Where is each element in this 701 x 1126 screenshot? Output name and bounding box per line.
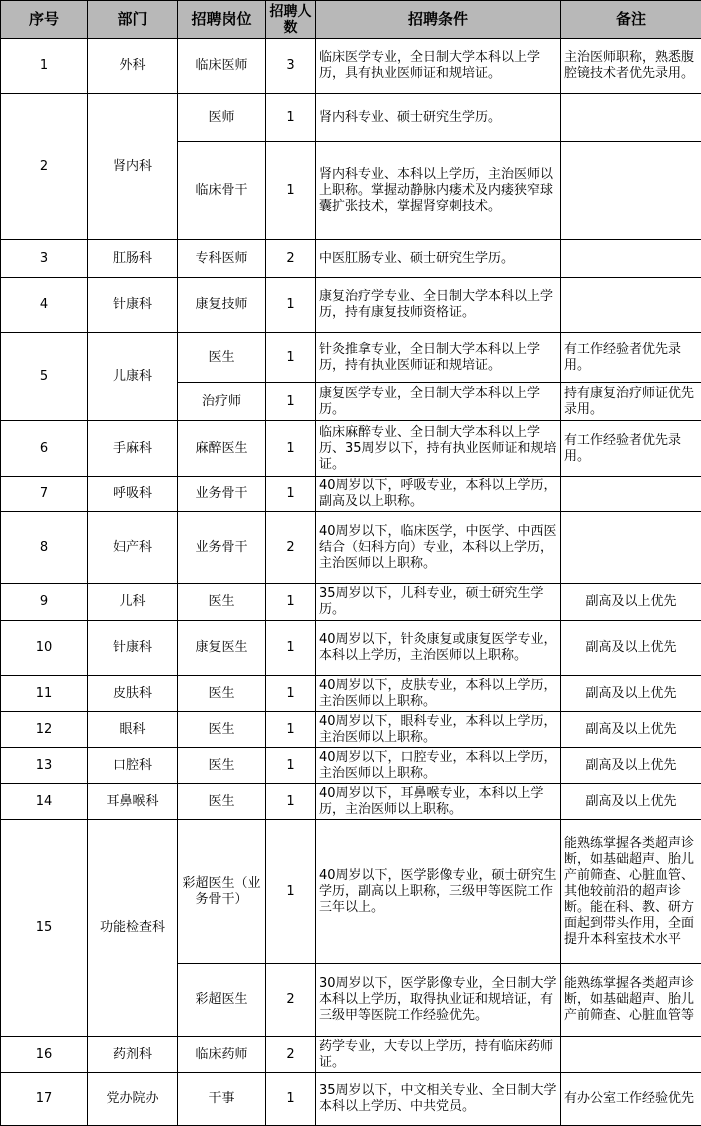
row-no: 10 <box>1 621 88 676</box>
row-conditions: 40周岁以下，医学影像专业，硕士研究生学历，副高以上职称，三级甲等医院工作三年以上。 <box>316 820 561 964</box>
row-conditions: 肾内科专业、硕士研究生学历。 <box>316 94 561 142</box>
row-position: 康复技师 <box>178 278 266 333</box>
table-row <box>1 784 701 820</box>
row-no: 5 <box>1 333 88 421</box>
row-no: 2 <box>1 94 88 240</box>
row-no: 15 <box>1 820 88 1037</box>
table-row <box>1 477 701 512</box>
row-conditions: 35周岁以下，中文相关专业、全日制大学本科以上学历、中共党员。 <box>316 1073 561 1126</box>
row-count: 1 <box>266 676 316 712</box>
row-position: 医生 <box>178 584 266 621</box>
row-count: 2 <box>266 512 316 584</box>
row-notes: 有办公室工作经验优先 <box>561 1073 701 1126</box>
row-conditions: 康复治疗学专业、全日制大学本科以上学历，持有康复技师资格证。 <box>316 278 561 333</box>
row-dept: 手麻科 <box>88 421 178 477</box>
row-no: 16 <box>1 1037 88 1073</box>
row-conditions: 40周岁以下，临床医学，中医学、中西医结合（妇科方向）专业，本科以上学历，主治医师以上职称。 <box>316 512 561 584</box>
row-notes: 副高及以上优先 <box>561 621 701 676</box>
row-count: 3 <box>266 39 316 94</box>
row-notes: 副高及以上优先 <box>561 712 701 748</box>
row-conditions: 40周岁以下，呼吸专业，本科以上学历，副高及以上职称。 <box>316 477 561 512</box>
row-count: 1 <box>266 621 316 676</box>
row-position: 麻醉医生 <box>178 421 266 477</box>
row-position: 治疗师 <box>178 383 266 421</box>
row-no: 6 <box>1 421 88 477</box>
row-no: 13 <box>1 748 88 784</box>
row-position: 医生 <box>178 712 266 748</box>
row-conditions: 临床医学专业，全日制大学本科以上学历，具有执业医师证和规培证。 <box>316 39 561 94</box>
row-count: 2 <box>266 1037 316 1073</box>
table-row <box>1 278 701 333</box>
header-no: 序号 <box>1 1 88 39</box>
row-position: 临床骨干 <box>178 142 266 240</box>
row-conditions: 40周岁以下，皮肤专业，本科以上学历，主治医师以上职称。 <box>316 676 561 712</box>
row-no: 11 <box>1 676 88 712</box>
row-notes <box>561 142 701 240</box>
row-position: 彩超医生（业务骨干） <box>178 820 266 964</box>
row-count: 2 <box>266 964 316 1037</box>
header-row <box>1 1 701 39</box>
row-count: 1 <box>266 383 316 421</box>
row-conditions: 药学专业，大专以上学历，持有临床药师证。 <box>316 1037 561 1073</box>
row-count: 1 <box>266 94 316 142</box>
row-position: 业务骨干 <box>178 477 266 512</box>
row-count: 1 <box>266 278 316 333</box>
row-notes: 副高及以上优先 <box>561 676 701 712</box>
row-position: 医生 <box>178 784 266 820</box>
row-count: 1 <box>266 142 316 240</box>
table-row <box>1 240 701 278</box>
table-row <box>1 333 701 383</box>
row-no: 17 <box>1 1073 88 1126</box>
row-conditions: 针灸推拿专业，全日制大学本科以上学历，持有执业医师证和规培证。 <box>316 333 561 383</box>
row-dept: 皮肤科 <box>88 676 178 712</box>
row-notes: 持有康复治疗师证优先录用。 <box>561 383 701 421</box>
table-row <box>1 712 701 748</box>
row-conditions: 中医肛肠专业、硕士研究生学历。 <box>316 240 561 278</box>
row-conditions: 40周岁以下，口腔专业，本科以上学历，主治医师以上职称。 <box>316 748 561 784</box>
row-position: 临床医师 <box>178 39 266 94</box>
header-conditions: 招聘条件 <box>316 1 561 39</box>
row-no: 7 <box>1 477 88 512</box>
row-position: 专科医师 <box>178 240 266 278</box>
row-dept: 功能检查科 <box>88 820 178 1037</box>
row-position: 医生 <box>178 676 266 712</box>
row-notes: 副高及以上优先 <box>561 584 701 621</box>
row-conditions: 30周岁以下，医学影像专业，全日制大学本科以上学历，取得执业证和规培证，有三级甲等医院工作经验优先。 <box>316 964 561 1037</box>
row-no: 4 <box>1 278 88 333</box>
row-dept: 儿科 <box>88 584 178 621</box>
row-dept: 党办院办 <box>88 1073 178 1126</box>
table-row <box>1 584 701 621</box>
row-dept: 妇产科 <box>88 512 178 584</box>
row-dept: 口腔科 <box>88 748 178 784</box>
row-count: 1 <box>266 421 316 477</box>
table-row <box>1 676 701 712</box>
row-count: 1 <box>266 1073 316 1126</box>
row-notes <box>561 477 701 512</box>
table-row <box>1 512 701 584</box>
row-notes <box>561 94 701 142</box>
header-notes: 备注 <box>561 1 701 39</box>
row-position: 临床药师 <box>178 1037 266 1073</box>
row-position: 业务骨干 <box>178 512 266 584</box>
row-no: 1 <box>1 39 88 94</box>
row-count: 1 <box>266 584 316 621</box>
row-position: 医师 <box>178 94 266 142</box>
row-conditions: 40周岁以下，耳鼻喉专业，本科以上学历，主治医师以上职称。 <box>316 784 561 820</box>
table-row <box>1 1037 701 1073</box>
row-dept: 肛肠科 <box>88 240 178 278</box>
row-position: 干事 <box>178 1073 266 1126</box>
row-notes: 主治医师职称，熟悉腹腔镜技术者优先录用。 <box>561 39 701 94</box>
row-notes <box>561 1037 701 1073</box>
row-count: 1 <box>266 820 316 964</box>
row-dept: 耳鼻喉科 <box>88 784 178 820</box>
row-conditions: 35周岁以下，儿科专业，硕士研究生学历。 <box>316 584 561 621</box>
row-no: 9 <box>1 584 88 621</box>
row-dept: 肾内科 <box>88 94 178 240</box>
header-position: 招聘岗位 <box>178 1 266 39</box>
row-notes: 能熟练掌握各类超声诊断，如基础超声、胎儿产前筛查、心脏血管、其他较前沿的超声诊断。能在科、教、研方面起到带头作用，全面提升本科室技术水平 <box>561 820 701 964</box>
row-dept: 呼吸科 <box>88 477 178 512</box>
row-conditions: 肾内科专业、本科以上学历，主治医师以上职称。掌握动静脉内瘘术及内瘘狭窄球囊扩张技术，掌握肾穿刺技术。 <box>316 142 561 240</box>
header-dept: 部门 <box>88 1 178 39</box>
row-position: 彩超医生 <box>178 964 266 1037</box>
row-conditions: 40周岁以下，眼科专业，本科以上学历，主治医师以上职称。 <box>316 712 561 748</box>
row-dept: 针康科 <box>88 621 178 676</box>
row-conditions: 临床麻醉专业、全日制大学本科以上学历、35周岁以下，持有执业医师证和规培证。 <box>316 421 561 477</box>
row-position: 医生 <box>178 748 266 784</box>
row-position: 康复医生 <box>178 621 266 676</box>
row-notes: 有工作经验者优先录用。 <box>561 421 701 477</box>
row-dept: 外科 <box>88 39 178 94</box>
row-no: 3 <box>1 240 88 278</box>
table-row <box>1 621 701 676</box>
table-row <box>1 94 701 142</box>
row-no: 14 <box>1 784 88 820</box>
table-row <box>1 39 701 94</box>
row-notes <box>561 240 701 278</box>
table-row <box>1 820 701 964</box>
row-dept: 药剂科 <box>88 1037 178 1073</box>
row-count: 1 <box>266 748 316 784</box>
table-row <box>1 421 701 477</box>
row-notes: 有工作经验者优先录用。 <box>561 333 701 383</box>
row-count: 1 <box>266 333 316 383</box>
row-no: 8 <box>1 512 88 584</box>
table-row <box>1 748 701 784</box>
row-notes <box>561 278 701 333</box>
row-conditions: 40周岁以下，针灸康复或康复医学专业，本科以上学历，主治医师以上职称。 <box>316 621 561 676</box>
header-count: 招聘人数 <box>266 1 316 39</box>
row-dept: 儿康科 <box>88 333 178 421</box>
row-notes: 能熟练掌握各类超声诊断，如基础超声、胎儿产前筛查、心脏血管等 <box>561 964 701 1037</box>
row-notes: 副高及以上优先 <box>561 748 701 784</box>
row-position: 医生 <box>178 333 266 383</box>
row-count: 1 <box>266 784 316 820</box>
row-count: 2 <box>266 240 316 278</box>
row-notes: 副高及以上优先 <box>561 784 701 820</box>
row-no: 12 <box>1 712 88 748</box>
table-row <box>1 1073 701 1126</box>
row-notes <box>561 512 701 584</box>
row-conditions: 康复医学专业，全日制大学本科以上学历。 <box>316 383 561 421</box>
row-count: 1 <box>266 712 316 748</box>
row-dept: 针康科 <box>88 278 178 333</box>
row-dept: 眼科 <box>88 712 178 748</box>
row-count: 1 <box>266 477 316 512</box>
